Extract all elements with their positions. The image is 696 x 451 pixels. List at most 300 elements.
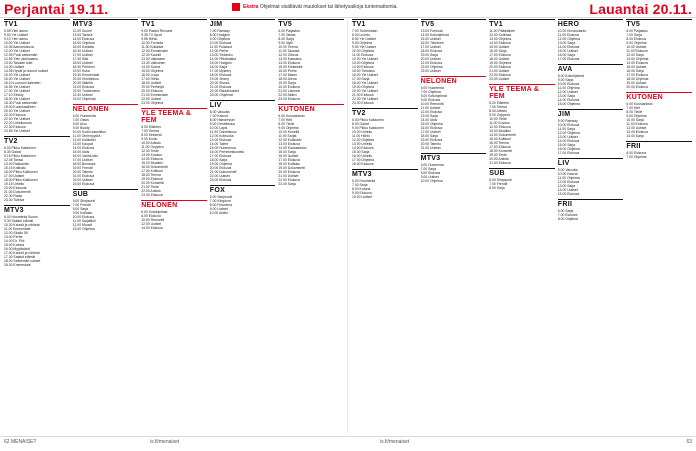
programme-line: 8.00 Sarja [72,207,89,211]
programme-line: 10.00 Arkisto [141,141,161,145]
programme-line: 13.00 Uutiset [557,135,578,139]
programme-line: 6.00 Pikku Kakkonen [352,118,384,122]
programme-line: 12.45 Tanssi [4,158,23,162]
programme-line: 15.00 Uutiset [557,49,578,53]
programme-line: 14.00 Uutiset [557,188,578,192]
programme-line: 7.00 Ohjelma [420,90,441,94]
programme-line: 20.00 Yle Uutiset [352,89,378,93]
programme-line: 13.00 Sarja [557,94,576,98]
left-folio: 62 MENAISET [4,439,37,445]
programme-line: 11.00 Taustaa [278,49,300,53]
programme-line: 14.00 Elokuva [557,45,580,49]
programme-line: 7.00 Frendit [489,182,508,186]
programme-line: 10.00 Kodin kaunistus [72,130,106,134]
channel-name: YLE TEEMA & FEM [489,84,555,100]
channel-name: FOX [210,185,276,194]
programme-line: 14.00 Elokuva [141,226,163,230]
channel-block [4,205,70,267]
programme-line: 17.00 Uutiset [72,158,93,162]
programme-line: 15.00 Ohjelma [557,102,580,106]
programme-line: 12.00 Uutiset [626,126,647,130]
programme-line: 15.00 Sarja [278,150,296,154]
programme-line: 9.00 Uutiset [209,207,228,211]
programme-line: 16.00 Sarja [557,53,576,57]
programme-line: 11.00 Onnenpyörä [72,134,101,138]
channel-name: KUTONEN [626,92,692,101]
programme-line: 10.00 Lapsi [209,126,228,130]
programme-line: 20.00 Elokuva [141,89,163,93]
programme-line: 18.00 Elokuva [352,162,374,166]
programme-line: 16.00 Tietoinen [420,41,444,45]
programme-line: 21.00 Tiede [141,185,159,189]
programme-line: 14.00 Suomi [141,65,161,69]
programme-line: 14.00 Elokuva [72,146,95,150]
programme-line: 23.00 Uutiset [420,69,441,73]
programme-line: 11.00 Pääsiäinen [489,29,516,33]
right-column [352,19,418,433]
channel-block [421,153,487,183]
programme-line: 6.00 Sarja [557,209,574,213]
programme-line: 16.00 Ohjelma [557,147,580,151]
programme-line: 14.00 Idols [420,118,438,122]
right-column [421,19,487,433]
programme-line: 18.00 Elokuva [420,49,443,53]
programme-line: 7.00 Ostos [72,118,89,122]
programme-line: 10.00 Uutiset [352,195,372,199]
programme-line: 11.00 Hiihto [352,134,370,138]
programme-line: 18.00 Yle Uutiset [4,97,30,101]
programme-line: 8.00 Tiede [278,122,295,126]
programme-line: 7.00 Kingdom [209,199,231,203]
programme-line: 23.00 Elokuva [72,182,95,186]
programme-line: 10.30 Formula [141,41,164,45]
channel-block [352,19,418,105]
programme-line: 17.00 Yle Uutiset [4,89,30,93]
programme-line: 8.00 Futurama [209,203,232,207]
programme-line: 14.00 Elokuva [557,139,580,143]
programme-line: 17.00 Elokuva [626,73,648,77]
programme-line: 19.00 Perhetyö [141,85,165,89]
channel-block [558,19,624,61]
programme-line: 8.00 Hodgkin [209,33,230,37]
channel-name: TV1 [4,19,70,28]
programme-line: 17.00 Kauniit ja rohkeat [4,251,40,255]
programme-line: 17.00 Ohjelma [352,158,375,162]
top-bar [0,0,696,18]
programme-line: 20.00 Elokuva [626,85,648,89]
programme-line: 15.00 Huomenna [209,146,236,150]
programme-line: 11.00 Elokuva [626,49,648,53]
right-page-date: Lauantai 20.11. [589,1,692,17]
programme-line: 18.00 Yle Uutiset [352,81,378,85]
programme-line: 12.00 Elokuva [420,110,443,114]
programme-line: 19.00 Ohjelma [209,162,232,166]
left-footer-url: is.fi/menaiset [150,439,180,445]
channel-name: TV1 [352,19,418,28]
programme-line: 7.00 Sarja [420,167,437,171]
channel-name: TV5 [278,19,344,28]
programme-line: 16.00 Myytävänä [4,247,30,251]
left-page-date: Perjantai 19.11. [4,1,109,17]
programme-line: 18.30 Emmerdale [4,263,31,267]
promo-note [243,3,398,11]
programme-line: 7.00 Elokuva [557,213,578,217]
channel-block [626,92,692,138]
channel-block [352,108,418,166]
programme-line: 18.00 Kotikatu [278,162,301,166]
promo-square-icon [232,3,240,11]
programme-line: 7.00 Frendit [72,203,91,207]
programme-line: 19.30 Emmerdale [72,73,100,77]
programme-line: 16.00 Sarja [626,69,644,73]
programme-line: 20.00 Elokuva [209,166,232,170]
programme-line: 22.00 Arkisto [141,189,161,193]
programme-line: 22.30 Elokuva [4,125,26,129]
programme-line: 14.00 Dokumentti [489,133,516,137]
programme-line: 22.00 Uutiset [209,174,230,178]
programme-line: 8.30 Galaxi [4,150,22,154]
programme-line: 16.00 Vanha talo [72,154,98,158]
programme-line: 13.00 Sarja [420,114,438,118]
programme-line: 22.20 Urheiluruutu [4,121,32,125]
programme-line: 13.00 Formula [420,29,443,33]
programme-line: 22.00 Elokuva [278,178,300,182]
programme-line: 10.00 Aktiivi [209,211,228,215]
programme-line: 11.00 Ooppera [141,145,164,149]
programme-line: 17.00 Uutiset [4,174,24,178]
programme-line: 9.30 Salatut elämät [4,219,34,223]
programme-line: 12.00 Perhe [209,49,229,53]
programme-line: 9.00 Yle Uutiset [4,33,28,37]
programme-line: 16.00 Teema [489,141,509,145]
left-column [141,19,207,433]
programme-line: 19.00 Dokumentti [278,166,305,170]
channel-block [489,19,555,81]
programme-line: 9.55 Hiihto [141,37,158,41]
channel-block [626,141,692,159]
channel-name: TV2 [4,136,70,145]
programme-line: 18.30 Puoli seitsemän [4,101,38,105]
programme-line: 16.00 Uutiset [278,154,299,158]
programme-line: 15.00 Uutiset [420,37,441,41]
programme-line: 7.00 Kasvot [209,114,228,118]
programme-line: 9.00 Ohjelma [278,126,299,130]
channel-block [210,100,276,182]
programme-line: 21.00 Elokuva [72,85,95,89]
programme-line: 21.00 Elokuva [72,174,95,178]
right-column [558,19,624,433]
programme-line: 17.00 Elokuva [278,158,300,162]
programme-line: 14.00 Elokuva [141,157,163,161]
programme-line: 11.30 Kultaiset [141,45,164,49]
programme-line: 20.00 Shows [209,81,230,85]
programme-line: 23.00 Ohjelma [141,101,164,105]
programme-line: 22.00 Uutiset [72,178,93,182]
programme-line: 9.00 Idylli [278,41,293,45]
programme-line: 9.00 Ohjelma [352,41,373,45]
programme-line: 14.00 Talent [209,142,229,146]
programme-line: 23.55 Yle Uutiset [4,129,30,133]
programme-line: 14.00 Dr. Phil [4,239,25,243]
programme-line: 21.00 Elokuva [420,61,443,65]
programme-line: 13.00 Vakkasen [141,57,166,61]
programme-line: 20.30 Elokuva [4,113,26,117]
programme-line: 12.00 Muuvit [72,223,93,227]
programme-line: 6.00 Pikku Kakkonen [4,146,36,150]
programme-line: 13.00 Elokuva [626,130,648,134]
programme-line: 12.00 Kotikokki [72,138,96,142]
programme-line: 23.00 Elokuva [352,101,374,105]
programme-line: 11.00 Sarjafilmi [72,219,96,223]
programme-line: 6.00 Kotiohjelmat [141,210,168,214]
right-page [352,19,692,433]
programme-line: 17.30 Sää [72,57,89,61]
programme-line: 19.00 Elokuva [420,138,443,142]
channel-name: NELONEN [421,76,487,85]
programme-line: 12.55 Ylen ykkösaamu [4,57,39,61]
programme-line: 9.35 TV-Sport [141,33,163,37]
programme-line: 15.00 Sarja [352,150,370,154]
programme-line: 8.00 Luonto [352,33,370,37]
programme-line: 7.00 Teema [141,129,159,133]
programme-line: 13.00 Urheilu [352,142,373,146]
programme-line: 12.00 Emmerdale [141,49,168,53]
programme-line: 22.00 Rautahiukset [209,89,239,93]
programme-line: 23.00 Elokuva [209,178,232,182]
channel-name: TV1 [489,19,555,28]
programme-line: 6.00 Eläinten [141,125,161,129]
programme-line: 10.00 Teema [278,45,298,49]
programme-line: 15.00 Uutiset [489,45,510,49]
programme-line: 9.00 Elokuva [352,191,372,195]
programme-line: 12.00 Studio 55 [4,231,28,235]
programme-line: 9.00 Uutiset [420,175,439,179]
programme-line: 6.00 Kouluarkisto [626,102,653,106]
channel-block [73,104,139,186]
programme-line: 19.00 Sarja [278,81,296,85]
programme-line: 10.00 Remontti [420,102,444,106]
channel-block [210,19,276,97]
programme-line: 16.55 Yle Uutiset [4,85,30,89]
programme-line: 7.00 Tuntematon [352,29,378,33]
programme-line: 15.00 Kotona [4,243,25,247]
programme-line: 10.00 Elokuva [72,215,95,219]
programme-line: 14.00 Uutiset [4,65,24,69]
channel-name: JIM [558,109,624,118]
channel-block [4,19,70,133]
programme-line: 13.00 Musiikki [489,129,511,133]
programme-line: 23.30 Tutkiva [4,198,25,202]
programme-line: 7.00 Sarja [626,33,642,37]
programme-line: 16.00 Elokuva [420,126,443,130]
programme-line: 18.30 Perheen [72,65,95,69]
programme-line: 13.00 Kaupat [72,142,93,146]
channel-block [210,185,276,215]
programme-line: 11.00 Elokuva [557,33,580,37]
programme-line: 9.00 Ohjelma [626,41,647,45]
programme-line: 15.00 Yle Uutiset [4,73,30,77]
programme-line: 12.00 Kotimaa [489,33,512,37]
programme-line: 7.00 Hitit [626,106,640,110]
programme-line: 18.00 Elokuva [209,73,232,77]
channel-block [352,169,418,199]
programme-line: 12.00 Uutiset [141,222,162,226]
programme-line: 13.00 Kuvaus [141,153,162,157]
programme-line: 9.00 Ohjelma [626,114,647,118]
programme-line: 8.00 Hairdresser [209,118,235,122]
channel-block [421,19,487,73]
programme-line: 15.00 Uutiset [626,65,647,69]
channel-name: TV5 [626,19,692,28]
programme-line: 11.00 Ohjelma [557,86,580,90]
channel-name: LIV [558,158,624,167]
programme-line: 20.00 Yle Uutiset [4,109,30,113]
channel-block [4,136,70,202]
programme-line: 22.30 Radio [4,194,23,198]
promo-text: Ohjelmat sisältävät muutokset tai lähetysaikoja tuntemattomia. [259,4,398,10]
programme-line: 15.00 Musiikki [141,161,163,165]
programme-line: 14.00 Elokuva [278,61,300,65]
programme-line: 12.00 Oikeus [278,53,299,57]
programme-line: 17.00 Uutiset [72,53,93,57]
programme-line: 20.00 Huvitteluuu [72,77,99,81]
programme-line: 18.00 Arena [278,77,297,81]
programme-line: 19.15 Urheilu [4,182,25,186]
programme-line: 17.00 Elokuva [557,151,580,155]
programme-line: 8.00 Arkisto [489,109,507,113]
programme-line: 17.00 Miami [278,73,297,77]
programme-line: 11.00 Elokuva [352,53,374,57]
channel-block [141,108,207,197]
programme-line: 19.00 Ohjelma [489,61,512,65]
right-footer-url: is.fi/menaiset [380,439,410,445]
programme-line: 6.00 Elokuva [626,151,646,155]
programme-line: 8.00 Kotiohjelmat [557,74,584,78]
channel-block [73,19,139,101]
programme-line: 14.00 Kotiohjelmat [420,33,449,37]
channel-name: JIM [210,19,276,28]
programme-line: 19.00 Sarja [420,53,438,57]
programme-line: 19.00 Elokuva [141,177,163,181]
programme-line: 9.00 Elokuva [420,98,441,102]
programme-line: 14.00 Kouluarkisto [278,146,307,150]
programme-line: 17.00 Mystery [209,69,232,73]
programme-line: 20.00 Uutiset [420,57,441,61]
programme-line: 9.00 Onnellisuus [209,122,236,126]
programme-line: 21.00 Elokuva [352,93,374,97]
programme-line: 18.00 Uutiset [72,61,93,65]
programme-line: 6.00 Paljastus [278,29,300,33]
programme-line: 19.00 Uutiset [626,81,647,85]
programme-line: 11.00 Emmerdale [4,227,31,231]
programme-line: 9.00 Valuutta [557,168,578,172]
programme-line: 9.00 Pikku Kakkonen [352,126,384,130]
channel-name: MTV3 [352,169,418,178]
programme-line: 13.00 Elokuva [209,138,232,142]
programme-line: 12.00 Ohjelma [557,37,580,41]
programme-line: 17.00 Elokuva [489,145,511,149]
programme-line: 21.00 Elokuva [209,85,232,89]
right-columns [352,19,692,433]
programme-line: 16.00 Urheilu [352,154,373,158]
programme-line: 11.00 Pulsasut [209,45,232,49]
programme-line: 13.00 Perhe [4,235,23,239]
programme-line: 9.00 Sarja [557,78,574,82]
programme-line: 19.00 Kuka [72,69,90,73]
programme-line: 18.00 Konsertti [489,149,512,153]
programme-line: 18.00 Pikku Kakkonen [4,178,38,182]
footer-bar [0,436,696,451]
programme-line: 23.00 Sarja [278,182,296,186]
programme-line: 14.00 Sarja [626,134,644,138]
left-columns [4,19,344,433]
programme-line: 8.00 Elokuva [420,171,441,175]
programme-line: 13.00 Sarja [557,41,576,45]
programme-line: 5.55 Ylen aamu [4,29,28,33]
channel-name: MTV3 [4,205,70,214]
programme-line: 8.00 Kotiohjelmat [420,94,447,98]
programme-line: 13.30 Valkoinen [141,61,166,65]
programme-line: 19.00 Tiede [489,153,507,157]
programme-line: 18.00 Teema [141,173,161,177]
channel-block [558,199,624,221]
channel-name: HERO [558,19,624,28]
channel-block [73,189,139,231]
programme-line: 7.00 Ohjelma [626,155,647,159]
programme-line: 10.00 Elokuva [209,41,232,45]
programme-line: 14.00 Elokuva [352,65,374,69]
programme-line: 9.00 Buddy [72,126,90,130]
channel-block [141,19,207,105]
programme-line: 8.00 Galaxi [352,122,370,126]
programme-line: 6.00 Huomenta [72,114,96,118]
channel-name: FRII [558,199,624,208]
channel-block [489,84,555,165]
programme-line: 16.00 Perhekeskustelu [209,150,245,154]
programme-line: 6.00 Huomenta [352,179,376,183]
page-gutter [347,19,348,433]
programme-line: 16.30 Uutiset [72,49,93,53]
programme-line: 13.00 Ohjelma [626,57,649,61]
programme-line: 23.00 Elokuva [278,97,300,101]
programme-line: 8.00 Ohjelma [557,217,578,221]
programme-line: 13.00 Kasvatus [278,57,302,61]
channel-block [421,76,487,150]
programme-line: 14.05 Hyvät ja huonot uutiset [4,69,48,73]
channel-block [626,19,692,89]
channel-block [558,158,624,196]
programme-line: 15.00 Ohjelma [141,69,164,73]
programme-line: 10.00 Urheilu [352,130,373,134]
programme-line: 19.00 Jimmy [209,77,230,81]
programme-line: 10.00 Kasvot [557,172,578,176]
programme-line: 8.00 Arvo [72,122,87,126]
channel-name: KUTONEN [278,104,344,113]
programme-line: 10.00 Ohjelma [352,49,375,53]
programme-line: 14.00 Elokuva [72,37,95,41]
programme-line: 10.00 Yle Uutiset [4,41,30,45]
programme-line: 20.00 Arkisto [489,157,509,161]
programme-line: 22.00 Yle Uutiset [4,117,30,121]
channel-name: SUB [73,189,139,198]
programme-line: 17.00 Kulttuuri [141,169,164,173]
programme-line: 10.00 Uutiset [626,45,647,49]
programme-line: 10.00 Kenellä [278,130,300,134]
channel-name: TV1 [141,19,207,28]
channel-name: LIV [210,100,276,109]
channel-name: AVA [558,64,624,73]
programme-line: 8.00 Keksintö [141,133,162,137]
